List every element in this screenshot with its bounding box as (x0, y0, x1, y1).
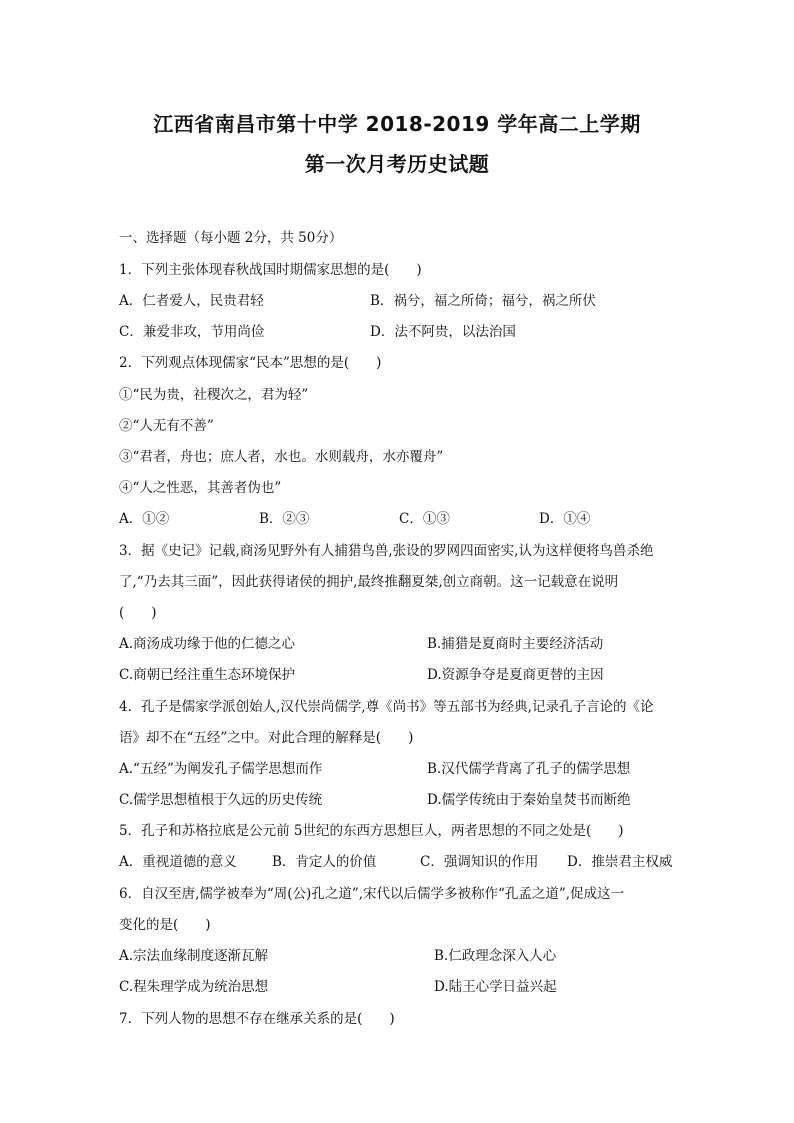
question-4-stem-line1: 4．孔子是儒家学派创始人,汉代崇尚儒学,尊《尚书》等五部书为经典,记录孔子言论的《论 (119, 699, 654, 715)
question-6-stem-line2: 变化的是( ) (119, 917, 211, 933)
q5-option-a: A．重视道德的意义 (119, 854, 237, 870)
q4-option-b: B.汉代儒学背离了孔子的儒学思想 (427, 761, 631, 777)
question-5-stem: 5．孔子和苏格拉底是公元前 5世纪的东西方思想巨人，两者思想的不同之处是( ) (119, 823, 624, 839)
q1-option-c: C．兼爱非攻，节用尚俭 (119, 324, 265, 340)
q2-option-b: B．②③ (259, 511, 310, 527)
q3-option-b: B.捕猎是夏商时主要经济活动 (427, 636, 604, 652)
question-3-stem-line1: 3．据《史记》记载,商汤见野外有人捕猎鸟兽,张设的罗网四面密实,认为这样便将鸟兽杀绝 (119, 543, 654, 559)
q2-statement-4: ④“人之性恶，其善者伪也” (119, 480, 282, 496)
q6-option-d: D.陆王心学日益兴起 (434, 979, 557, 995)
exam-title-line2: 第一次月考历史试题 (304, 152, 490, 176)
q6-option-a: A.宗法血缘制度逐渐瓦解 (119, 948, 269, 964)
exam-title-line1: 江西省南昌市第十中学 2018-2019 学年高二上学期 (153, 112, 641, 136)
q4-option-a: A.“五经”为阐发孔子儒学思想而作 (119, 761, 323, 777)
question-6-stem-line1: 6．自汉至唐,儒学被奉为“周(公)孔之道”,宋代以后儒学多被称作“孔孟之道”,促成这一 (119, 886, 625, 902)
q1-option-d: D．法不阿贵，以法治国 (370, 324, 516, 340)
q2-statement-2: ②“人无有不善” (119, 418, 214, 434)
q3-option-c: C.商朝已经注重生态环境保护 (119, 667, 296, 683)
question-3-stem-line2: 了,“乃去其三面”，因此获得诸侯的拥护,最终推翻夏桀,创立商朝。这一记载意在说明 (119, 574, 619, 590)
q1-option-a: A．仁者爱人，民贵君轻 (119, 293, 264, 309)
q4-option-c: C.儒学思想植根于久远的历史传统 (119, 792, 323, 808)
q4-option-d: D.儒学传统由于秦始皇焚书而断绝 (427, 792, 631, 808)
question-3-stem-line3: ( ) (119, 605, 157, 621)
q1-option-b: B．祸兮，福之所倚；福兮，祸之所伏 (370, 293, 596, 309)
question-1-stem: 1．下列主张体现春秋战国时期儒家思想的是( ) (119, 262, 422, 278)
q3-option-a: A.商汤成功缘于他的仁德之心 (119, 636, 296, 652)
q5-option-b: B．肯定人的价值 (272, 854, 377, 870)
q2-statement-1: ①“民为贵，社稷次之，君为轻” (119, 387, 309, 403)
q6-option-b: B.仁政理念深入人心 (434, 948, 557, 964)
q2-option-a: A．①② (119, 511, 170, 527)
q5-option-c: C．强调知识的作用 (420, 854, 539, 870)
section-heading: 一、选择题（每小题 2分，共 50分） (119, 230, 343, 246)
q2-option-c: C．①③ (399, 511, 450, 527)
q5-option-d: D．推崇君主权威 (567, 854, 673, 870)
question-4-stem-line2: 语》却不在“五经”之中。对此合理的解释是( ) (119, 730, 414, 746)
q3-option-d: D.资源争夺是夏商更替的主因 (427, 667, 604, 683)
question-7-stem: 7．下列人物的思想不存在继承关系的是( ) (119, 1011, 395, 1027)
q2-statement-3: ③“君者，舟也；庶人者，水也。水则载舟，水亦覆舟” (119, 449, 444, 465)
q2-option-d: D．①④ (539, 511, 591, 527)
q6-option-c: C.程朱理学成为统治思想 (119, 979, 269, 995)
question-2-stem: 2．下列观点体现儒家“民本”思想的是( ) (119, 355, 382, 371)
